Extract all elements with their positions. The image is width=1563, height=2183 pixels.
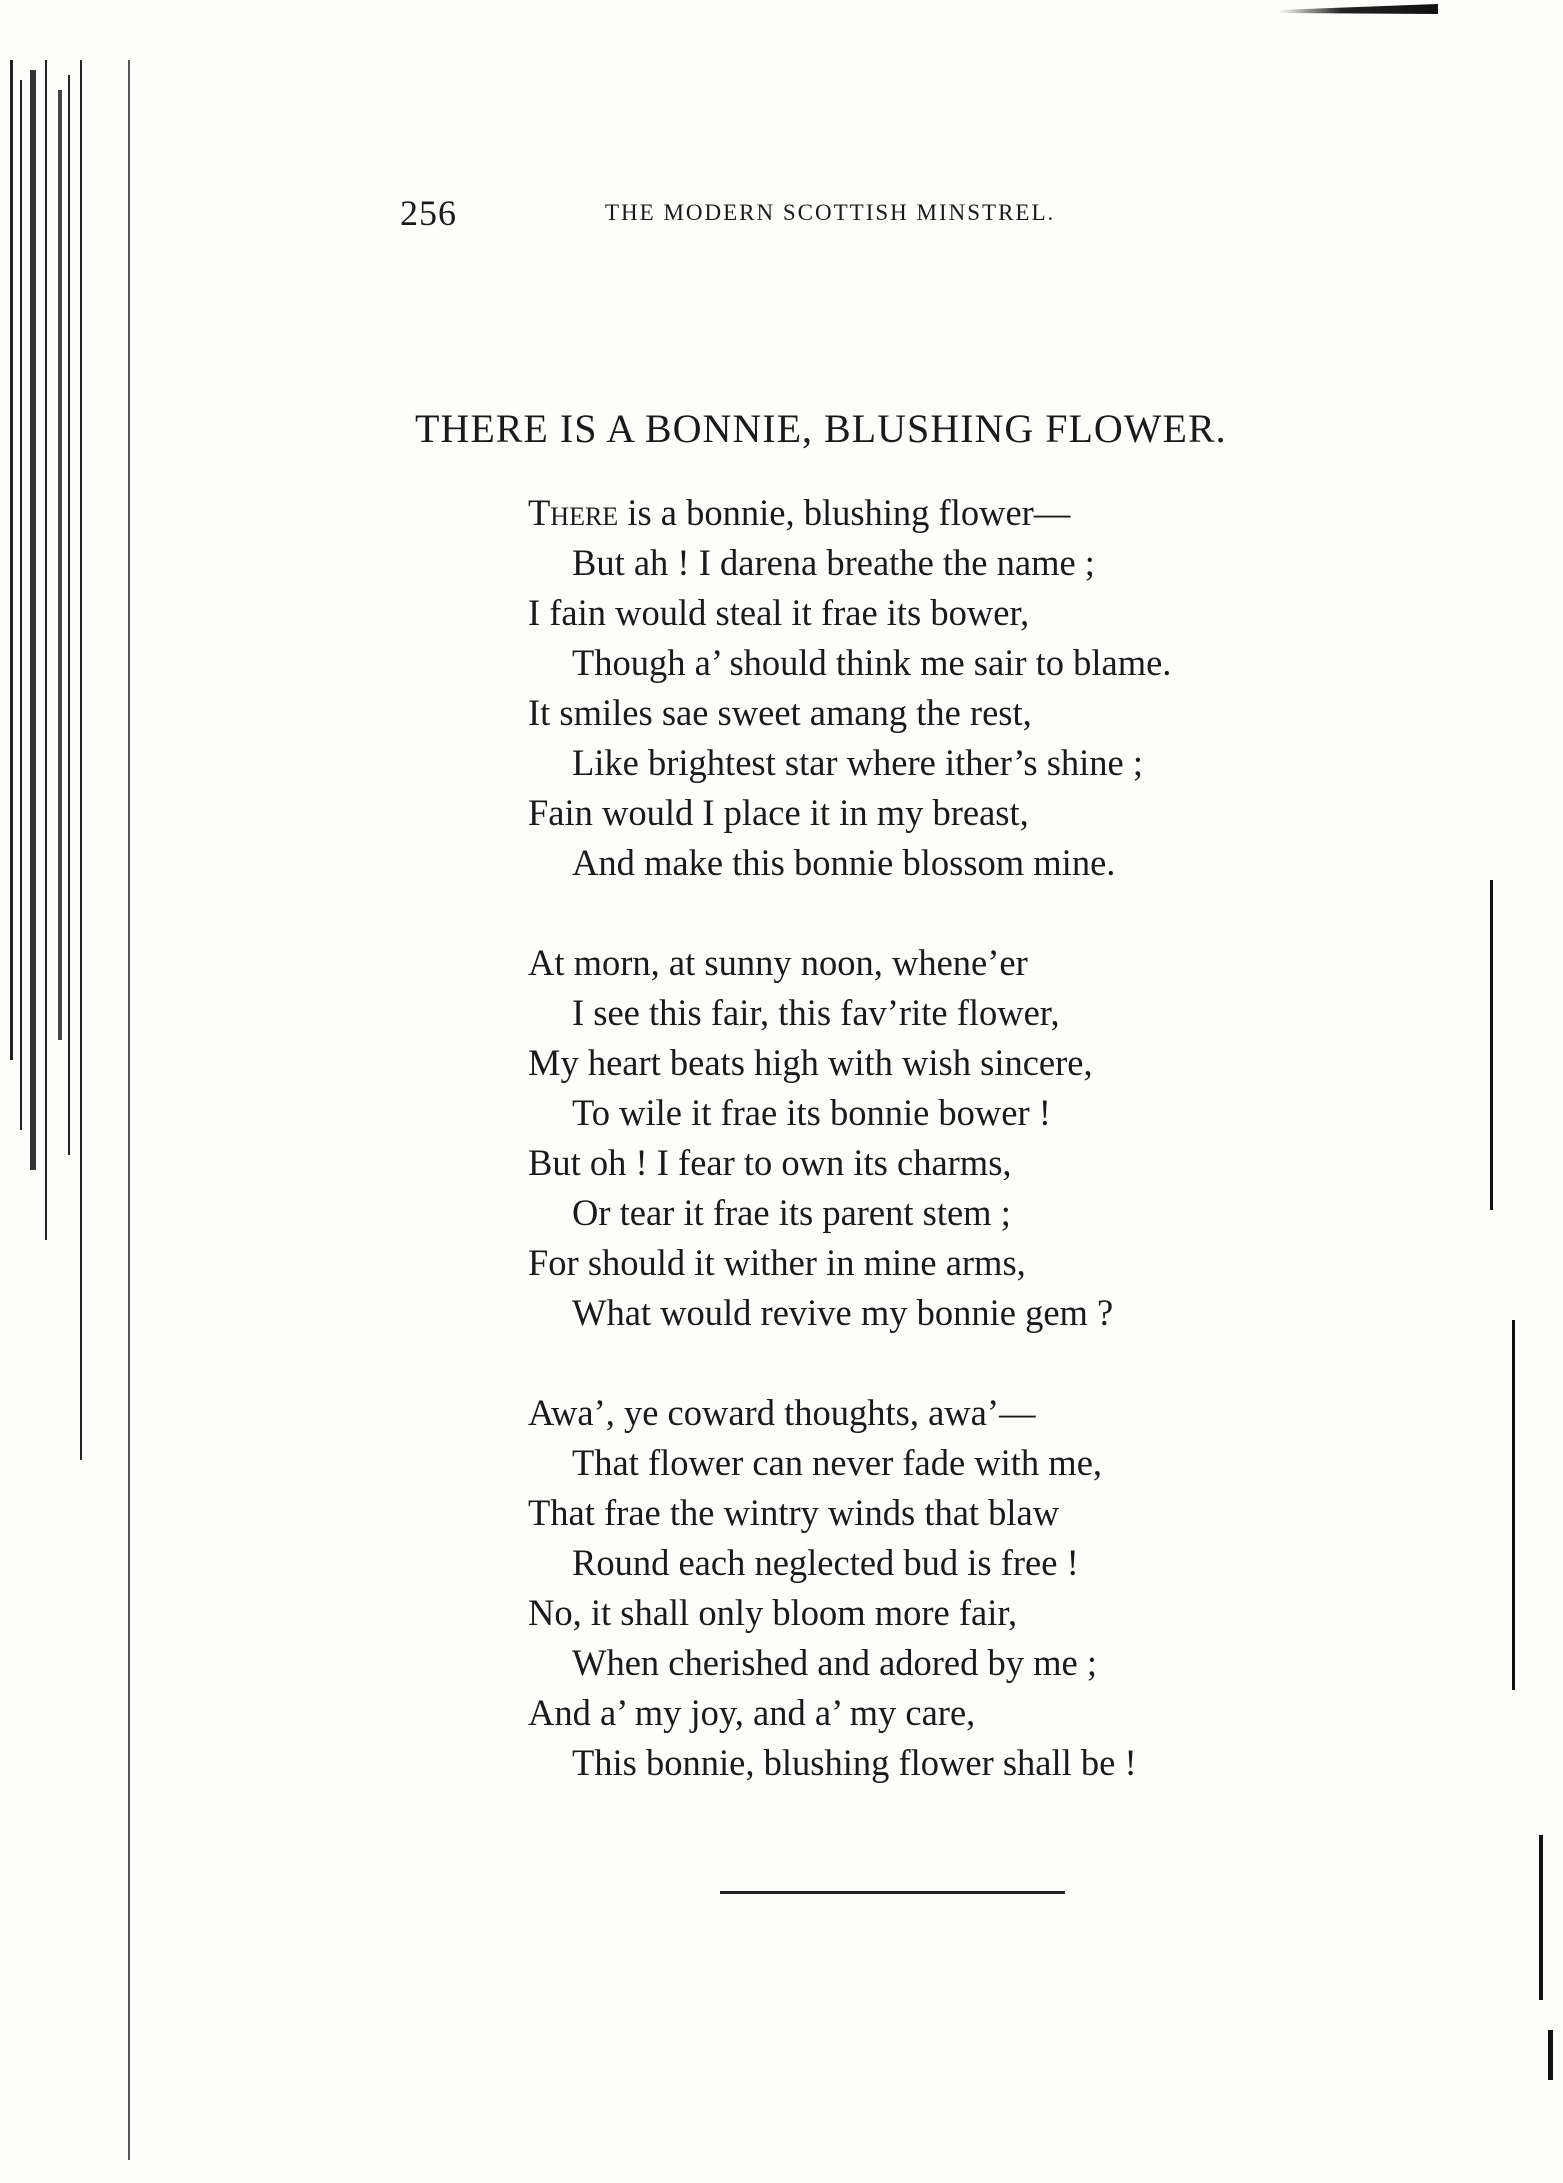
verse-line: It smiles sae sweet amang the rest,: [528, 692, 1032, 733]
stanza: [528, 488, 1428, 888]
verse-line: When cherished and adored by me ;: [572, 1642, 1097, 1683]
scan-mark-right-3: [1539, 1835, 1543, 2000]
page-header: [400, 192, 1220, 242]
scan-mark-right-1: [1490, 880, 1493, 1210]
verse-line: For should it wither in mine arms,: [528, 1242, 1026, 1283]
verse-line: And a’ my joy, and a’ my care,: [528, 1692, 976, 1733]
verse-lead-word: There: [528, 492, 619, 533]
verse-line: I fain would steal it frae its bower,: [528, 592, 1030, 633]
verse-line: Or tear it frae its parent stem ;: [572, 1192, 1011, 1233]
scan-mark-right-4: [1548, 2030, 1553, 2080]
page-number: 256: [400, 193, 457, 233]
verse-line: This bonnie, blushing flower shall be !: [572, 1742, 1137, 1783]
scan-mark-right-2: [1512, 1320, 1515, 1690]
verse-line: At morn, at sunny noon, whene’er: [528, 942, 1028, 983]
verse-line: Though a’ should think me sair to blame.: [572, 642, 1172, 683]
poem-body: [528, 488, 1428, 1838]
verse-line: Awa’, ye coward thoughts, awa’—: [528, 1392, 1036, 1433]
end-rule: [720, 1891, 1065, 1894]
verse-line: What would revive my bonnie gem ?: [572, 1292, 1114, 1333]
verse-line: Round each neglected bud is free !: [572, 1542, 1079, 1583]
verse-line: And make this bonnie blossom mine.: [572, 842, 1116, 883]
verse-line: Fain would I place it in my breast,: [528, 792, 1029, 833]
stanza: [528, 938, 1428, 1338]
verse-line: My heart beats high with wish sincere,: [528, 1042, 1093, 1083]
verse-line: I see this fair, this fav’rite flower,: [572, 992, 1060, 1033]
binding-gutter: [0, 60, 140, 2160]
verse-line: That frae the wintry winds that blaw: [528, 1492, 1060, 1533]
verse-line: But ah ! I darena breathe the name ;: [572, 542, 1095, 583]
poem-title: THERE IS A BONNIE, BLUSHING FLOWER.: [415, 406, 1227, 451]
scan-mark-top: [1278, 4, 1438, 14]
verse-line: [528, 488, 1428, 538]
stanza: [528, 1388, 1428, 1788]
verse-line: No, it shall only bloom more fair,: [528, 1592, 1018, 1633]
verse-line: To wile it frae its bonnie bower !: [572, 1092, 1051, 1133]
verse-line: Like brightest star where ither’s shine ;: [572, 742, 1144, 783]
verse-line: But oh ! I fear to own its charms,: [528, 1142, 1012, 1183]
verse-line-rest: is a bonnie, blushing flower—: [618, 492, 1071, 533]
running-head: THE MODERN SCOTTISH MINSTREL.: [605, 200, 1056, 225]
verse-line: That flower can never fade with me,: [572, 1442, 1103, 1483]
